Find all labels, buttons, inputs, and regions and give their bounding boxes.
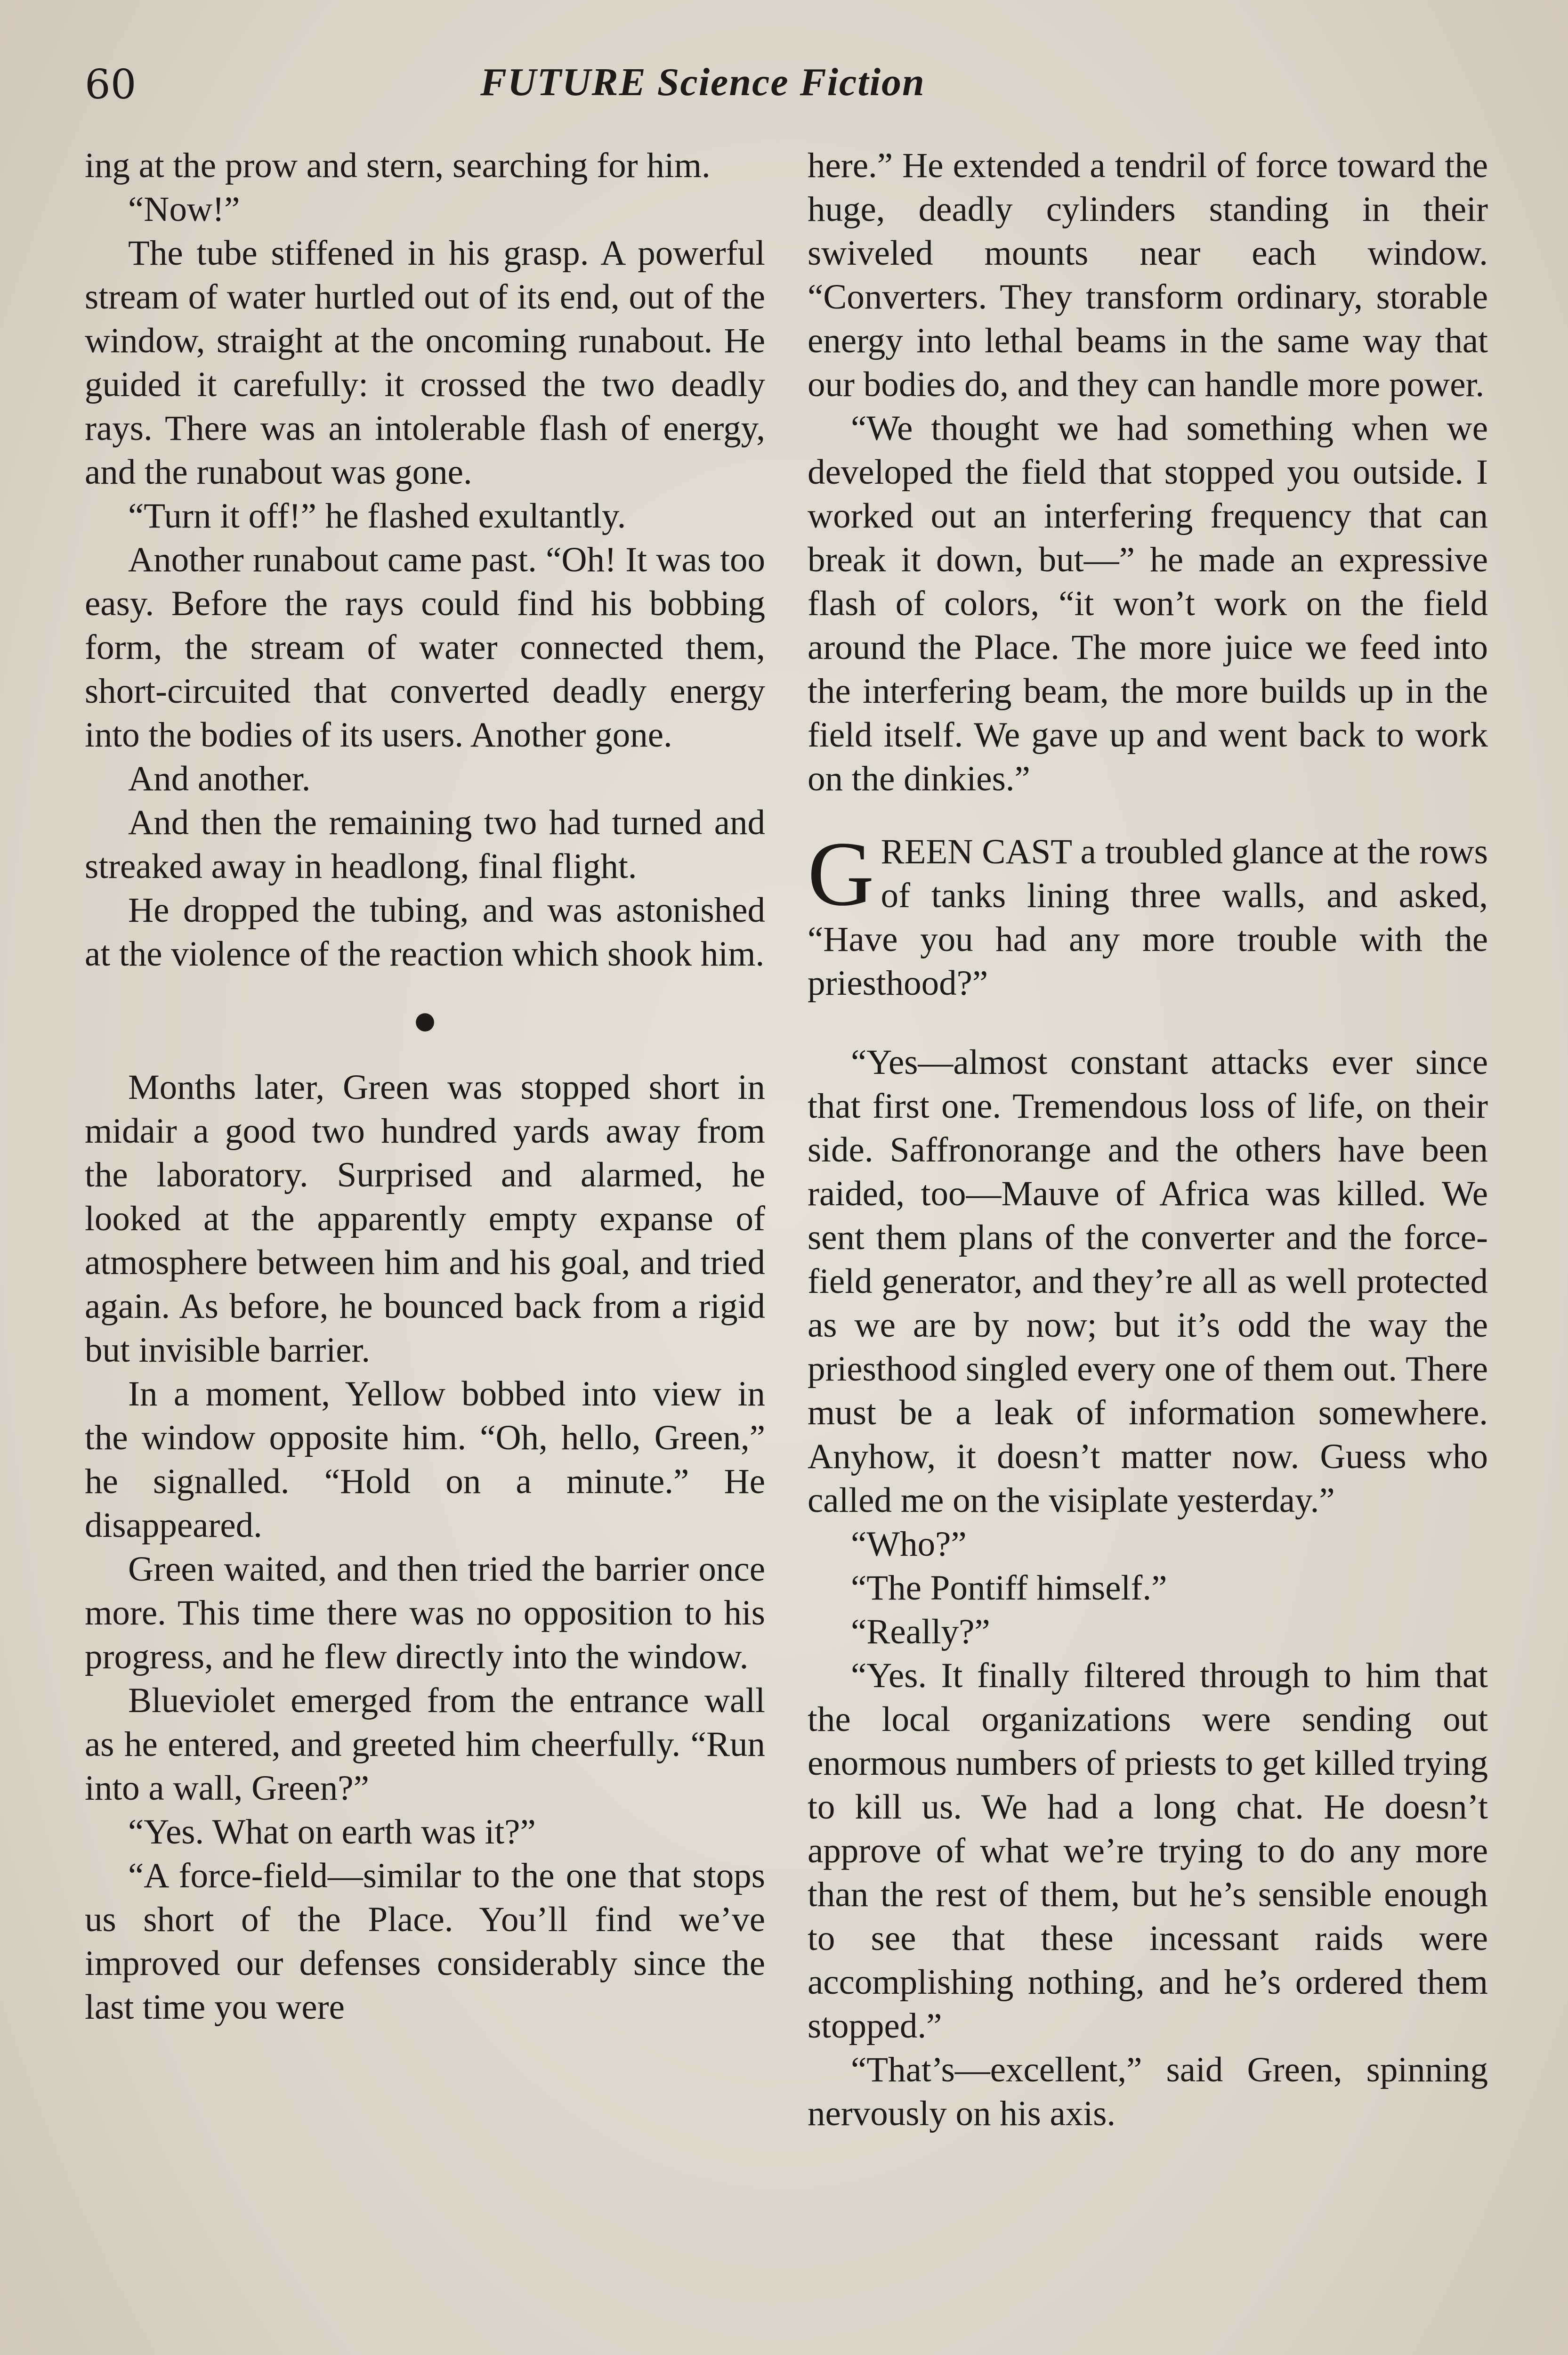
paragraph: “A force-field—similar to the one that stops us short of the Place. You’ll find we’ve improved our defenses considerably since the last time you were bbox=[85, 1856, 765, 2027]
paragraph: “Turn it off!” he flashed exultantly. bbox=[128, 496, 626, 536]
paragraph: here.” He extended a tendril of force toward the huge, deadly cylinders standing in their swiveled mounts near each window. “Converters. They transform ordinary, storable energy into lethal beams in the same way that our bodies do, and they can handle more power. bbox=[808, 146, 1488, 404]
paragraph: The tube stiffened in his grasp. A powerful stream of water hurtled out of its end, out of the window, straight at the oncoming runabout. He guided it carefully: it crossed the two deadly rays. There was an intolerable flash of energy, and the runabout was gone. bbox=[85, 234, 765, 492]
paragraph: “Really?” bbox=[851, 1612, 990, 1651]
paragraph: “Who?” bbox=[851, 1525, 967, 1564]
dropcap-paragraph bbox=[808, 823, 1488, 1005]
paragraph: “Yes. What on earth was it?” bbox=[128, 1812, 536, 1852]
paragraph: And another. bbox=[128, 759, 311, 798]
paragraph: Months later, Green was stopped short in midair a good two hundred yards away from the laboratory. Surprised and alarmed, he looked at the apparently empty expanse of atmosphere between him and his goal, and tried again. As before, he bounced back from a rigid but invisible barrier. bbox=[85, 1068, 765, 1370]
running-head: FUTURE Science Fiction bbox=[480, 60, 925, 104]
paragraph: Another runabout came past. “Oh! It was too easy. Before the rays could find his bobbing form, the stream of water connected them, short-circuited that converted deadly energy into the bodies of its users. Another gone. bbox=[85, 540, 765, 755]
paragraph: Blueviolet emerged from the entrance wall as he entered, and greeted him cheerfully. “Run into a wall, Green?” bbox=[85, 1681, 765, 1808]
page-header bbox=[85, 61, 1488, 122]
paragraph: He dropped the tubing, and was astonished at the violence of the reaction which shook him. bbox=[85, 891, 765, 974]
paragraph: ing at the prow and stern, searching for him. bbox=[85, 146, 711, 185]
paragraph: “Yes. It finally filtered through to him that the local organizations were sending out enormous numbers of priests to get killed trying to kill us. We had a long chat. He doesn’t approve of what we’re trying to do any more than the rest of them, but he’s sensible enough to see that these incessant raids were accomplishing nothing, and he’s ordered them stopped.” bbox=[808, 1656, 1488, 2046]
paragraph: “Yes—almost constant attacks ever since that first one. Tremendous loss of life, on their side. Saffronorange and the others have been raided, too—Mauve of Africa was killed. We sent them plans of the converter and the force-field generator, and they’re all as well protected as we are by now; but it’s odd the way the priesthood singled every one of them out. There must be a leak of information somewhere. Anyhow, it doesn’t matter now. Guess who called me on the visiplate yesterday.” bbox=[808, 1043, 1488, 1520]
paragraph: “We thought we had something when we developed the field that stopped you outside. I worked out an interfering frequency that can break it down, but—” he made an expressive flash of colors, “it won’t work on the field around the Place. The more juice we feed into the interfering beam, the more builds up in the field itself. We gave up and went back to work on the dinkies.” bbox=[808, 409, 1488, 798]
paragraph: “That’s—excellent,” said Green, spinning nervously on his axis. bbox=[808, 2050, 1488, 2133]
paragraph: Green waited, and then tried the barrier once more. This time there was no opposition to his progress, and he flew directly into the window. bbox=[85, 1550, 765, 1676]
right-column bbox=[808, 144, 1488, 2136]
dropcap-paragraph-text: REEN CAST a troubled glance at the rows of tanks lining three walls, and asked, “Have you had any more trouble with the priesthood?” bbox=[808, 832, 1488, 1003]
paragraph: “Now!” bbox=[128, 190, 240, 229]
section-break-bullet: ● bbox=[412, 997, 438, 1044]
page-number: 60 bbox=[85, 61, 137, 108]
drop-cap-letter: G bbox=[808, 823, 874, 925]
paragraph: And then the remaining two had turned and streaked away in headlong, final flight. bbox=[85, 803, 765, 886]
paragraph: “The Pontiff himself.” bbox=[851, 1568, 1167, 1608]
left-column bbox=[85, 144, 765, 2029]
paragraph: In a moment, Yellow bobbed into view in the window opposite him. “Oh, hello, Green,” he signalled. “Hold on a minute.” He disappeared. bbox=[85, 1374, 765, 1545]
